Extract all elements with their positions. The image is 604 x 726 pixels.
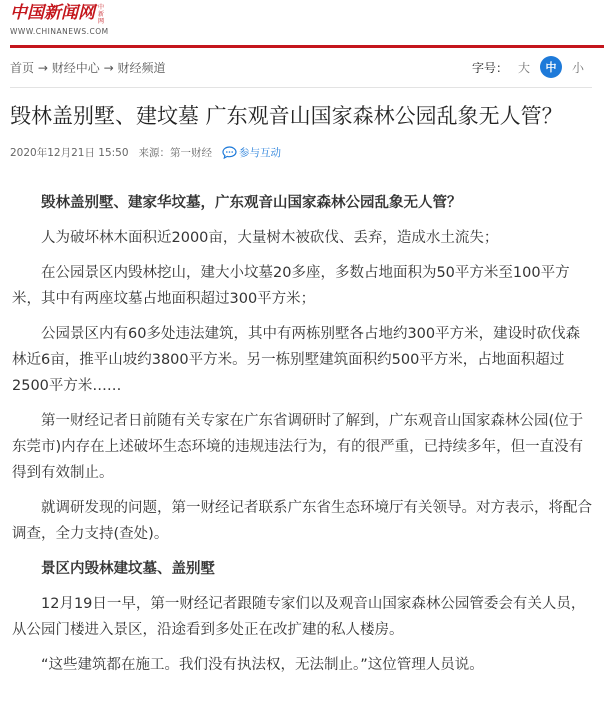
interact-link[interactable]	[222, 145, 281, 160]
publish-date: 2020年12月21日 15:50	[10, 147, 129, 159]
breadcrumb-separator: →	[103, 61, 114, 75]
logo-row	[10, 3, 105, 25]
article-body	[12, 190, 594, 687]
font-size-label: 字号：	[471, 60, 508, 75]
divider	[10, 87, 592, 88]
font-size-medium[interactable]: 中	[540, 56, 562, 78]
font-size-small[interactable]: 小	[571, 60, 584, 75]
article-paragraph: 12月19日一早，第一财经记者跟随专家们以及观音山国家森林公园管委会有关人员，从公园门楼进入景区，沿途看到多处正在改扩建的私人楼房。	[12, 596, 586, 638]
site-header	[0, 0, 604, 47]
section-heading: 景区内毁林建坟墓、盖别墅	[41, 561, 215, 577]
breadcrumb-separator: →	[37, 61, 48, 75]
breadcrumb-home[interactable]: 首页	[10, 61, 35, 75]
article-paragraph: 第一财经记者日前随有关专家在广东省调研时了解到，广东观音山国家森林公园(位于东莞市)内存在上述破坏生态环境的违规违法行为，有的很严重，已持续多年，但一直没有得到有效制止。	[12, 413, 584, 481]
article-meta	[10, 145, 281, 160]
section-heading: 毁林盖别墅、建家华坟墓，广东观音山国家森林公园乱象无人管？	[41, 195, 462, 211]
header-divider	[10, 45, 604, 48]
article-source: 来源：第一财经	[138, 147, 213, 159]
font-size-large[interactable]: 大	[517, 60, 530, 75]
breadcrumb-finance-channel[interactable]: 财经频道	[117, 61, 166, 75]
article-paragraph: 人为破坏林木面积近2000亩，大量树木被砍伐、丢弃，造成水土流失；	[41, 230, 499, 246]
interact-label: 参与互动	[239, 147, 282, 159]
site-logo[interactable]: 中国新闻网	[10, 3, 95, 23]
breadcrumb	[10, 59, 165, 76]
breadcrumb-finance-center[interactable]: 财经中心	[51, 61, 100, 75]
font-size-selector	[472, 56, 584, 78]
article-paragraph: 公园景区内有60多处违法建筑，其中有两栋别墅各占地约300平方米，建设时砍伐森林近6亩，推平山坡约3800平方米。另一栋别墅建筑面积约500平方米，占地面积超过2500平方米……	[12, 326, 581, 394]
article-paragraph: 在公园景区内毁林挖山，建大小坟墓20多座，多数占地面积为50平方米至100平方米，其中有两座坟墓占地面积超过300平方米；	[12, 265, 570, 307]
logo-url: WWW.CHINANEWS.COM	[10, 27, 109, 36]
article-paragraph: 就调研发现的问题，第一财经记者联系广东省生态环境厅有关领导。对方表示，将配合调查，全力支持(查处)。	[12, 500, 592, 542]
article-paragraph: “这些建筑都在施工。我们没有执法权，无法制止。”这位管理人员说。	[41, 657, 484, 673]
logo-sub: 中新网	[98, 4, 105, 25]
article-title: 毁林盖别墅、建坟墓 广东观音山国家森林公园乱象无人管？	[10, 104, 563, 128]
comment-bubble-icon	[222, 146, 237, 159]
